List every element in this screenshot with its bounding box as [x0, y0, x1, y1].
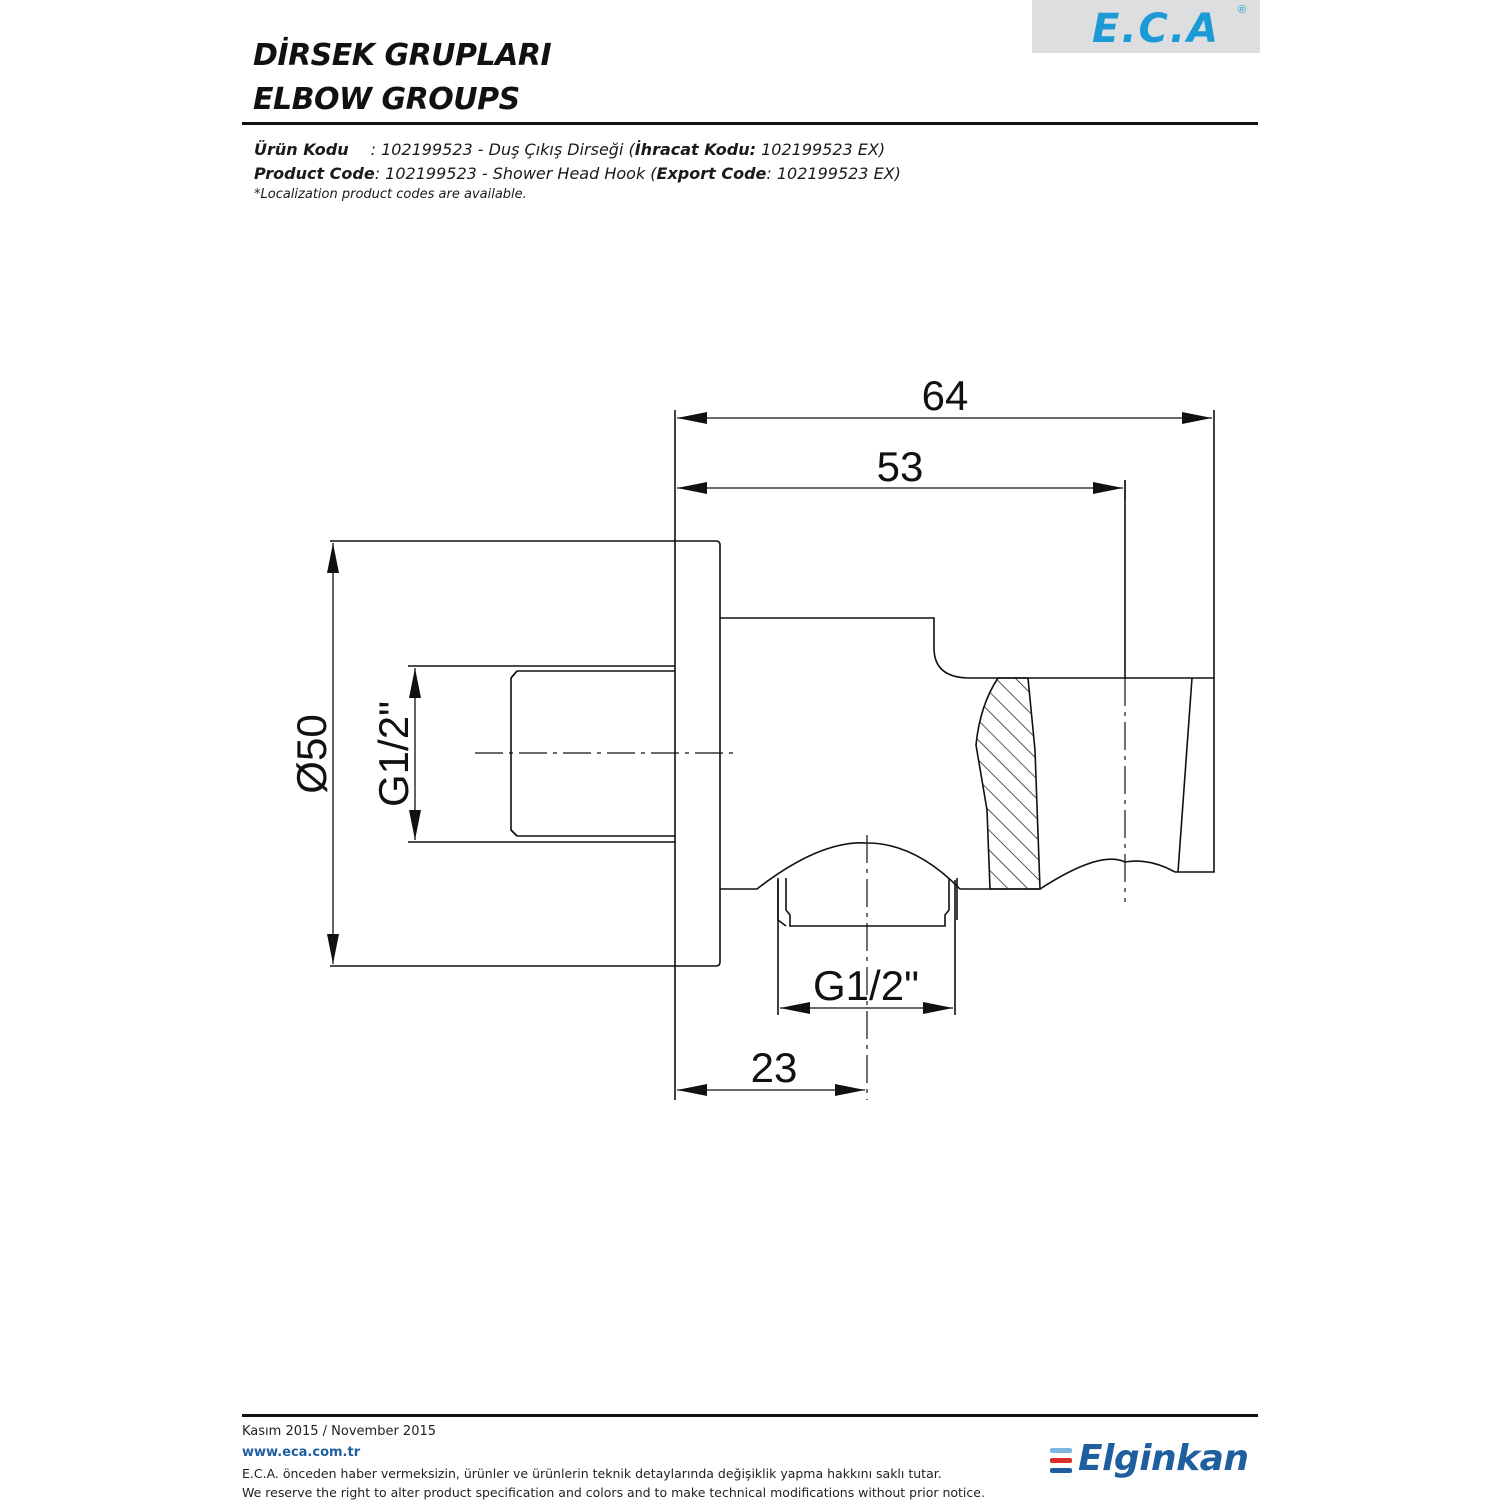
product-code-tr-label: Ürün Kodu: [254, 140, 349, 159]
product-code-en-label: Product Code: [254, 164, 375, 183]
elginkan-logo-text: Elginkan: [1078, 1438, 1249, 1479]
export-code-tr-label: İhracat Kodu:: [634, 140, 757, 159]
footer-disclaimer-tr: E.C.A. önceden haber vermeksizin, ürünler ve ürünlerin teknik detaylarında değişiklik yapma hakkını saklı tutar.: [242, 1466, 942, 1481]
dim-overall-length: 64: [921, 372, 969, 419]
export-code-en-value: : 102199523 EX): [766, 164, 901, 183]
product-code-en-value: : 102199523 - Shower Head Hook (: [374, 164, 657, 183]
elginkan-logo: [1050, 1440, 1260, 1486]
hatched-section: [976, 678, 1040, 889]
page-title-en: ELBOW GROUPS: [253, 82, 520, 117]
dimension-lines: [333, 418, 1212, 1090]
page-title-tr: DİRSEK GRUPLARI: [253, 38, 552, 73]
export-code-tr-value: 102199523 EX): [756, 140, 886, 159]
dim-center-length: 53: [876, 443, 924, 490]
part-outline: [330, 410, 1214, 1100]
footer-website-link[interactable]: www.eca.com.tr: [242, 1445, 361, 1460]
export-code-en-label: Export Code: [656, 164, 767, 183]
product-code-tr-value: : 102199523 - Duş Çıkış Dirseği (: [370, 140, 635, 159]
dim-diameter: Ø50: [288, 714, 335, 794]
footer-date: Kasım 2015 / November 2015: [242, 1424, 437, 1439]
eca-logo-text: E.C.A: [1092, 6, 1221, 52]
dim-outlet-offset: 23: [750, 1044, 798, 1091]
dim-outlet-thread: G1/2": [813, 962, 919, 1009]
localization-note: *Localization product codes are available.: [254, 187, 527, 202]
elginkan-bars-icon: [1050, 1448, 1072, 1478]
registered-mark: ®: [1237, 4, 1246, 16]
dim-inlet-thread: G1/2": [370, 701, 417, 807]
footer-disclaimer-en: We reserve the right to alter product specification and colors and to make technical modifications without prior notice.: [242, 1485, 985, 1500]
footer-divider: [242, 1414, 1258, 1417]
